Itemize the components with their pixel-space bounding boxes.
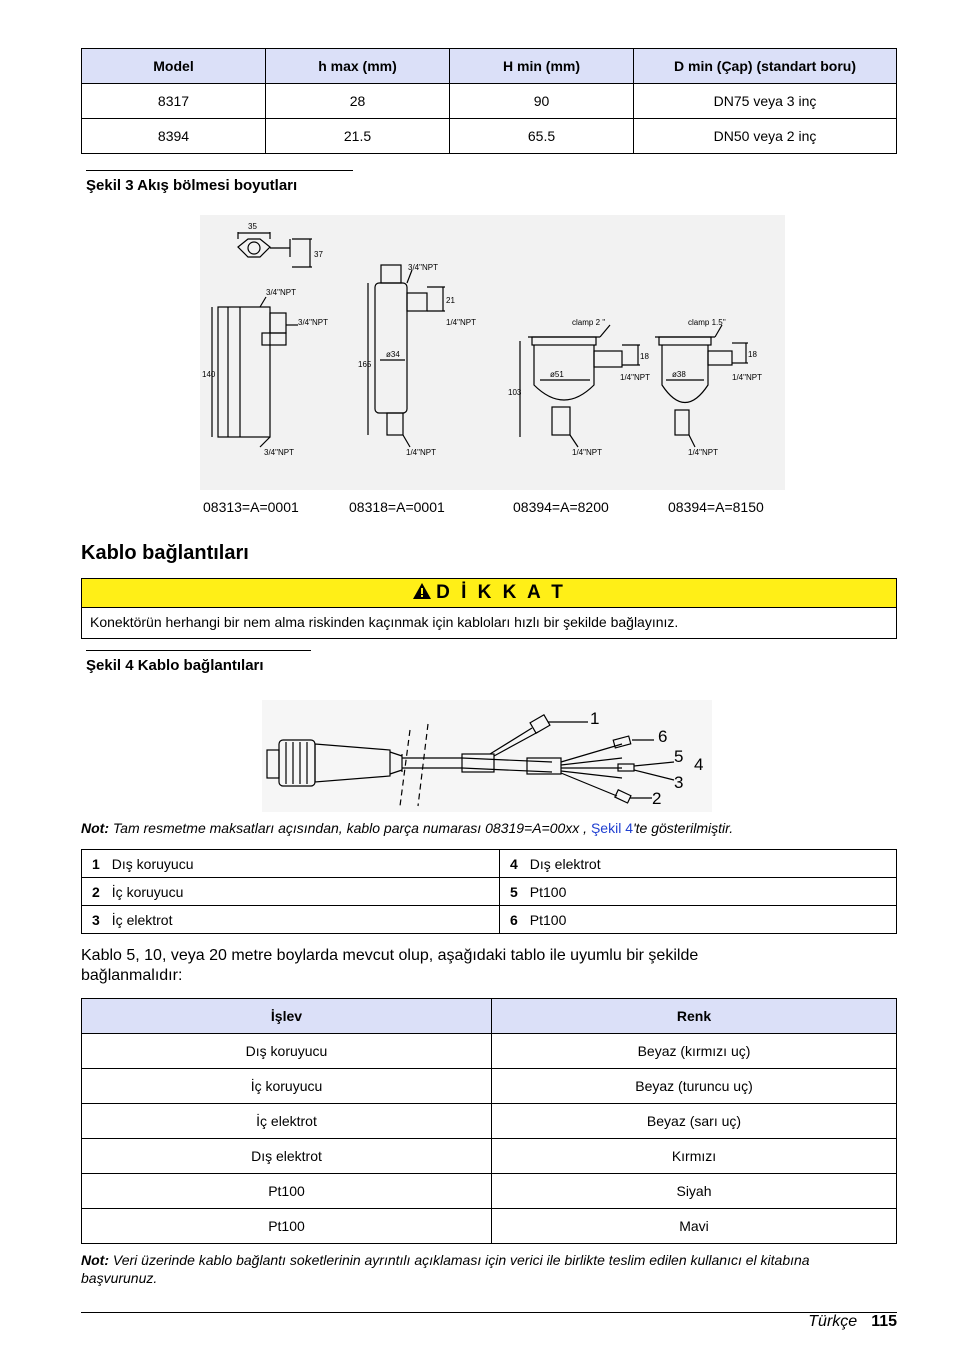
legend-label: Dış koruyucu bbox=[111, 855, 194, 872]
figure4-caption: Şekil 4 Kablo bağlantıları bbox=[86, 650, 311, 674]
part-number-label: 08313=A=0001 bbox=[203, 499, 299, 515]
legend-label: Pt100 bbox=[529, 883, 567, 900]
table-header: Renk bbox=[492, 999, 897, 1034]
dim-label: 140 bbox=[202, 370, 216, 379]
dim-label: 3/4"NPT bbox=[298, 318, 328, 327]
table-cell: Kırmızı bbox=[492, 1139, 897, 1174]
table-cell: 21.5 bbox=[266, 119, 450, 154]
table-header: h max (mm) bbox=[266, 49, 450, 84]
note-label: Not: bbox=[81, 820, 109, 836]
figure3-caption: Şekil 3 Akış bölmesi boyutları bbox=[86, 170, 353, 194]
dimensions-table bbox=[81, 48, 897, 154]
table-cell: 8394 bbox=[82, 119, 266, 154]
table-header-row bbox=[82, 999, 897, 1034]
legend-table bbox=[81, 849, 897, 934]
dim-label: ø51 bbox=[550, 370, 564, 379]
legend-number: 3 bbox=[92, 911, 100, 928]
legend-label: Dış elektrot bbox=[529, 855, 601, 872]
table-row bbox=[82, 878, 897, 906]
legend-label: İç koruyucu bbox=[111, 883, 184, 900]
table-cell: DN75 veya 3 inç bbox=[634, 84, 897, 119]
table-row bbox=[82, 850, 897, 878]
warning-header bbox=[82, 579, 896, 608]
table-row bbox=[82, 1069, 897, 1104]
legend-number: 6 bbox=[510, 911, 518, 928]
table-cell: Siyah bbox=[492, 1174, 897, 1209]
table-cell: Mavi bbox=[492, 1209, 897, 1244]
legend-item bbox=[82, 878, 500, 906]
figure4-link[interactable]: Şekil 4 bbox=[590, 820, 633, 836]
table-cell: İç elektrot bbox=[82, 1104, 492, 1139]
cable-length-paragraph: Kablo 5, 10, veya 20 metre boylarda mevcut olup, aşağıdaki tablo ile uyumlu bir şekilde bağlanmalıdır: bbox=[81, 947, 699, 984]
legend-number: 4 bbox=[510, 855, 518, 872]
table-row bbox=[82, 1034, 897, 1069]
dim-label: clamp 1.5'' bbox=[688, 318, 726, 327]
table-cell: Beyaz (kırmızı uç) bbox=[492, 1034, 897, 1069]
page-number: 115 bbox=[871, 1313, 897, 1330]
legend-number: 2 bbox=[92, 883, 100, 900]
dim-label: 18 bbox=[748, 350, 757, 359]
note-text: Tam resmetme maksatları açısından, kablo parça numarası 08319=A=00xx , bbox=[109, 820, 591, 836]
warning-title: D İ K K A T bbox=[436, 582, 566, 603]
dim-label: 21 bbox=[446, 296, 455, 305]
table-cell: Dış elektrot bbox=[82, 1139, 492, 1174]
dim-label: clamp 2 '' bbox=[572, 318, 606, 327]
dim-label: 3/4"NPT bbox=[264, 448, 294, 457]
note-text: 'te gösterilmiştir. bbox=[632, 820, 734, 836]
table-header: İşlev bbox=[82, 999, 492, 1034]
note-cable-part bbox=[81, 820, 897, 836]
table-row bbox=[82, 1174, 897, 1209]
dim-label: 1/4"NPT bbox=[620, 373, 650, 382]
warning-box bbox=[81, 578, 897, 639]
legend-item bbox=[82, 850, 500, 878]
warning-text: Konektörün herhangi bir nem alma riskinden kaçınmak için kabloları hızlı bir şekilde bağlayınız. bbox=[90, 614, 679, 630]
table-cell: 65.5 bbox=[450, 119, 634, 154]
callout-4: 4 bbox=[694, 755, 704, 774]
dim-label: 3/4"NPT bbox=[266, 288, 296, 297]
legend-item bbox=[500, 878, 897, 906]
table-header: D min (Çap) (standart boru) bbox=[634, 49, 897, 84]
legend-item bbox=[500, 850, 897, 878]
table-row bbox=[82, 1139, 897, 1174]
legend-number: 5 bbox=[510, 883, 518, 900]
table-cell: Pt100 bbox=[82, 1174, 492, 1209]
dim-label: 103 bbox=[508, 388, 522, 397]
flow-chamber-drawing bbox=[200, 215, 785, 490]
callout-1: 1 bbox=[590, 709, 600, 728]
dim-label: 37 bbox=[314, 250, 323, 259]
table-row bbox=[82, 906, 897, 934]
page-footer bbox=[808, 1313, 897, 1331]
dim-label: 1/4"NPT bbox=[446, 318, 476, 327]
table-cell: Pt100 bbox=[82, 1209, 492, 1244]
dim-label: 1/4"NPT bbox=[406, 448, 436, 457]
table-header: Model bbox=[82, 49, 266, 84]
table-row bbox=[82, 84, 897, 119]
table-cell: Beyaz (turuncu uç) bbox=[492, 1069, 897, 1104]
legend-label: Pt100 bbox=[529, 911, 567, 928]
footer-language: Türkçe bbox=[808, 1313, 858, 1330]
table-cell: 90 bbox=[450, 84, 634, 119]
legend-label: İç elektrot bbox=[111, 911, 173, 928]
legend-item bbox=[500, 906, 897, 934]
callout-2: 2 bbox=[652, 789, 662, 808]
table-cell: Dış koruyucu bbox=[82, 1034, 492, 1069]
footer-divider bbox=[81, 1312, 897, 1313]
dim-label: 1/4"NPT bbox=[572, 448, 602, 457]
table-header-row bbox=[82, 49, 897, 84]
table-cell: DN50 veya 2 inç bbox=[634, 119, 897, 154]
table-row bbox=[82, 119, 897, 154]
dim-label: 165 bbox=[358, 360, 372, 369]
table-row bbox=[82, 1104, 897, 1139]
dim-label: 35 bbox=[248, 222, 257, 231]
legend-item bbox=[82, 906, 500, 934]
note-user-manual bbox=[81, 1251, 871, 1287]
dim-label: 18 bbox=[640, 352, 649, 361]
dim-label: 1/4"NPT bbox=[732, 373, 762, 382]
callout-3: 3 bbox=[674, 773, 684, 792]
section-title: Kablo bağlantıları bbox=[81, 542, 249, 564]
warning-icon bbox=[412, 582, 432, 600]
table-row bbox=[82, 1209, 897, 1244]
table-cell: İç koruyucu bbox=[82, 1069, 492, 1104]
callout-5: 5 bbox=[674, 747, 684, 766]
function-color-table bbox=[81, 998, 897, 1244]
legend-number: 1 bbox=[92, 855, 100, 872]
dim-label: 3/4"NPT bbox=[408, 263, 438, 272]
dim-label: 1/4"NPT bbox=[688, 448, 718, 457]
table-header: H min (mm) bbox=[450, 49, 634, 84]
part-number-label: 08394=A=8200 bbox=[513, 499, 609, 515]
dim-label: ø38 bbox=[672, 370, 686, 379]
callout-6: 6 bbox=[658, 727, 668, 746]
note-text: Veri üzerinde kablo bağlantı soketlerinin ayrıntılı açıklaması için verici ile birlikte teslim edilen kullanıcı el kitabına başvurunuz. bbox=[81, 1252, 810, 1286]
table-cell: 28 bbox=[266, 84, 450, 119]
cable-connection-drawing bbox=[262, 700, 712, 812]
part-number-label: 08394=A=8150 bbox=[668, 499, 764, 515]
table-cell: Beyaz (sarı uç) bbox=[492, 1104, 897, 1139]
table-cell: 8317 bbox=[82, 84, 266, 119]
note-label: Not: bbox=[81, 1252, 109, 1268]
dim-label: ø34 bbox=[386, 350, 400, 359]
part-number-label: 08318=A=0001 bbox=[349, 499, 445, 515]
